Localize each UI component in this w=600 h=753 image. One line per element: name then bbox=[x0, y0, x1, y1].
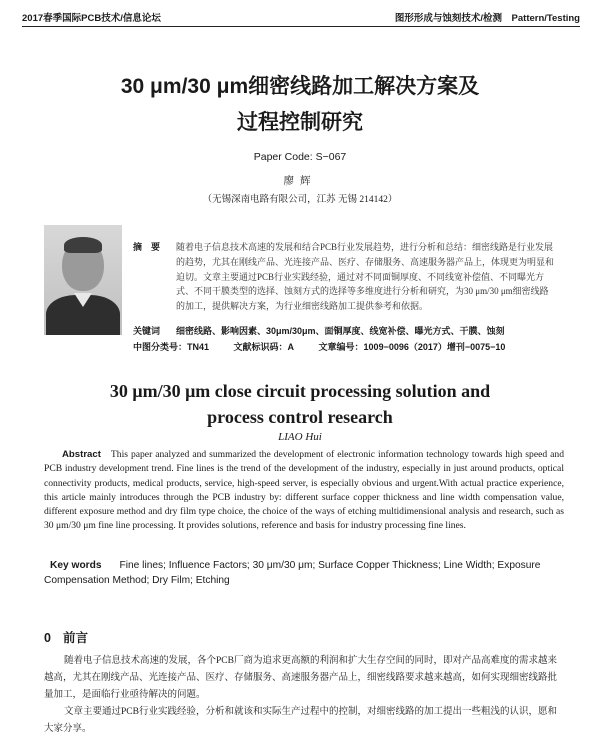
title-en-line1: 30 μm/30 μm close circuit processing solution and bbox=[109, 381, 491, 401]
header-right: 图形形成与蚀刻技术/检测 Pattern/Testing bbox=[394, 13, 580, 24]
title-en-line2: process control research bbox=[207, 407, 393, 427]
clc-number: 中图分类号：TN41 bbox=[133, 342, 210, 352]
classification-line bbox=[133, 340, 573, 353]
paper-code: Paper Code: S−067 bbox=[253, 151, 347, 163]
keywords-en-label: Key words bbox=[50, 560, 102, 571]
author-cn: 廖辉 bbox=[283, 176, 317, 187]
abstract-cn-label: 摘 要 bbox=[133, 242, 161, 252]
abstract-en-text: This paper analyzed and summarized the development of electronic information technology towards high speed and PCB industry development trend. Fine lines is the trend of the development of the industry, especially in just around products, optical connectivity products, medical products, service, high-speed server, is especially obvious and urgent.With actual practice experience, this article mainly introduces through the PCB industry by: different surface copper thickness and line width compensation value, different exposure method and dry film type choice, the choice of the ways of etching multidimensional analysis and research, such as 30 μm/30 μm fine line processing. It provides solutions, reference and basis for industry processing fine lines. bbox=[44, 449, 564, 532]
title-cn-line2: 过程控制研究 bbox=[237, 111, 363, 134]
abstract-cn-text: 随着电子信息技术高速的发展和结合PCB行业发展趋势，进行分析和总结：细密线路是行业发展的趋势，尤其在刚线产品、光连接产品、医疗、存储服务、高速服务器产品上，体现更为明显和迫切。文章主要通过PCB行业实践经验，通过对不同面铜厚度、不同线宽补偿值、不同曝光方式、不同干膜类型的选择、蚀刻方式的选择等多维度进行分析和研究，为30 μm/30 μm细密线路的加工，提供解决方案，为行业细密线路加工提供参考和依据。 bbox=[176, 242, 555, 312]
keywords-en bbox=[44, 558, 564, 588]
author-en: LIAO Hui bbox=[278, 431, 322, 443]
body-paragraph-2: 文章主要通过PCB行业实践经验，分析和就该和实际生产过程中的控制，对细密线路的加工提出一些粗浅的认识，愿和大家分享。 bbox=[44, 707, 557, 734]
header-left: 2017春季国际PCB技术/信息论坛 bbox=[22, 13, 161, 24]
body-paragraph-1: 随着电子信息技术高速的发展，各个PCB厂商为追求更高额的利润和扩大生存空间的同时，即对产品高难度的需求越来越高，尤其在刚线产品、光连接产品、医疗、存储服务、高速服务器产品上，细密线路要求越来越高，如何实现细密线路批量加工，是面临行业亟待解决的问题。 bbox=[44, 656, 558, 700]
abstract-en bbox=[44, 448, 564, 534]
section-number: 0 bbox=[44, 631, 51, 645]
author-photo bbox=[44, 225, 122, 335]
section-title: 前言 bbox=[62, 631, 88, 645]
abstract-en-label: Abstract bbox=[62, 449, 101, 460]
running-header bbox=[22, 6, 580, 27]
keywords-cn-label: 关键词 bbox=[133, 326, 161, 336]
section-heading bbox=[44, 628, 88, 646]
keywords-cn-text: 细密线路、影响因素、30μm/30μm、面铜厚度、线宽补偿、曝光方式、干膜、蚀刻 bbox=[176, 326, 505, 336]
affiliation-cn: （无锡深南电路有限公司，江苏 无锡 214142） bbox=[202, 195, 398, 205]
title-cn-line1: 30 μm/30 μm细密线路加工解决方案及 bbox=[120, 75, 480, 98]
article-number: 文章编号：1009−0096（2017）增刊−0075−10 bbox=[318, 342, 506, 352]
keywords-en-text: Fine lines; Influence Factors; 30 μm/30 μm; Surface Copper Thickness; Line Width; Exposure Compensation Method; Dry Film; Etching bbox=[44, 560, 541, 586]
doc-code: 文献标识码：A bbox=[233, 342, 295, 352]
